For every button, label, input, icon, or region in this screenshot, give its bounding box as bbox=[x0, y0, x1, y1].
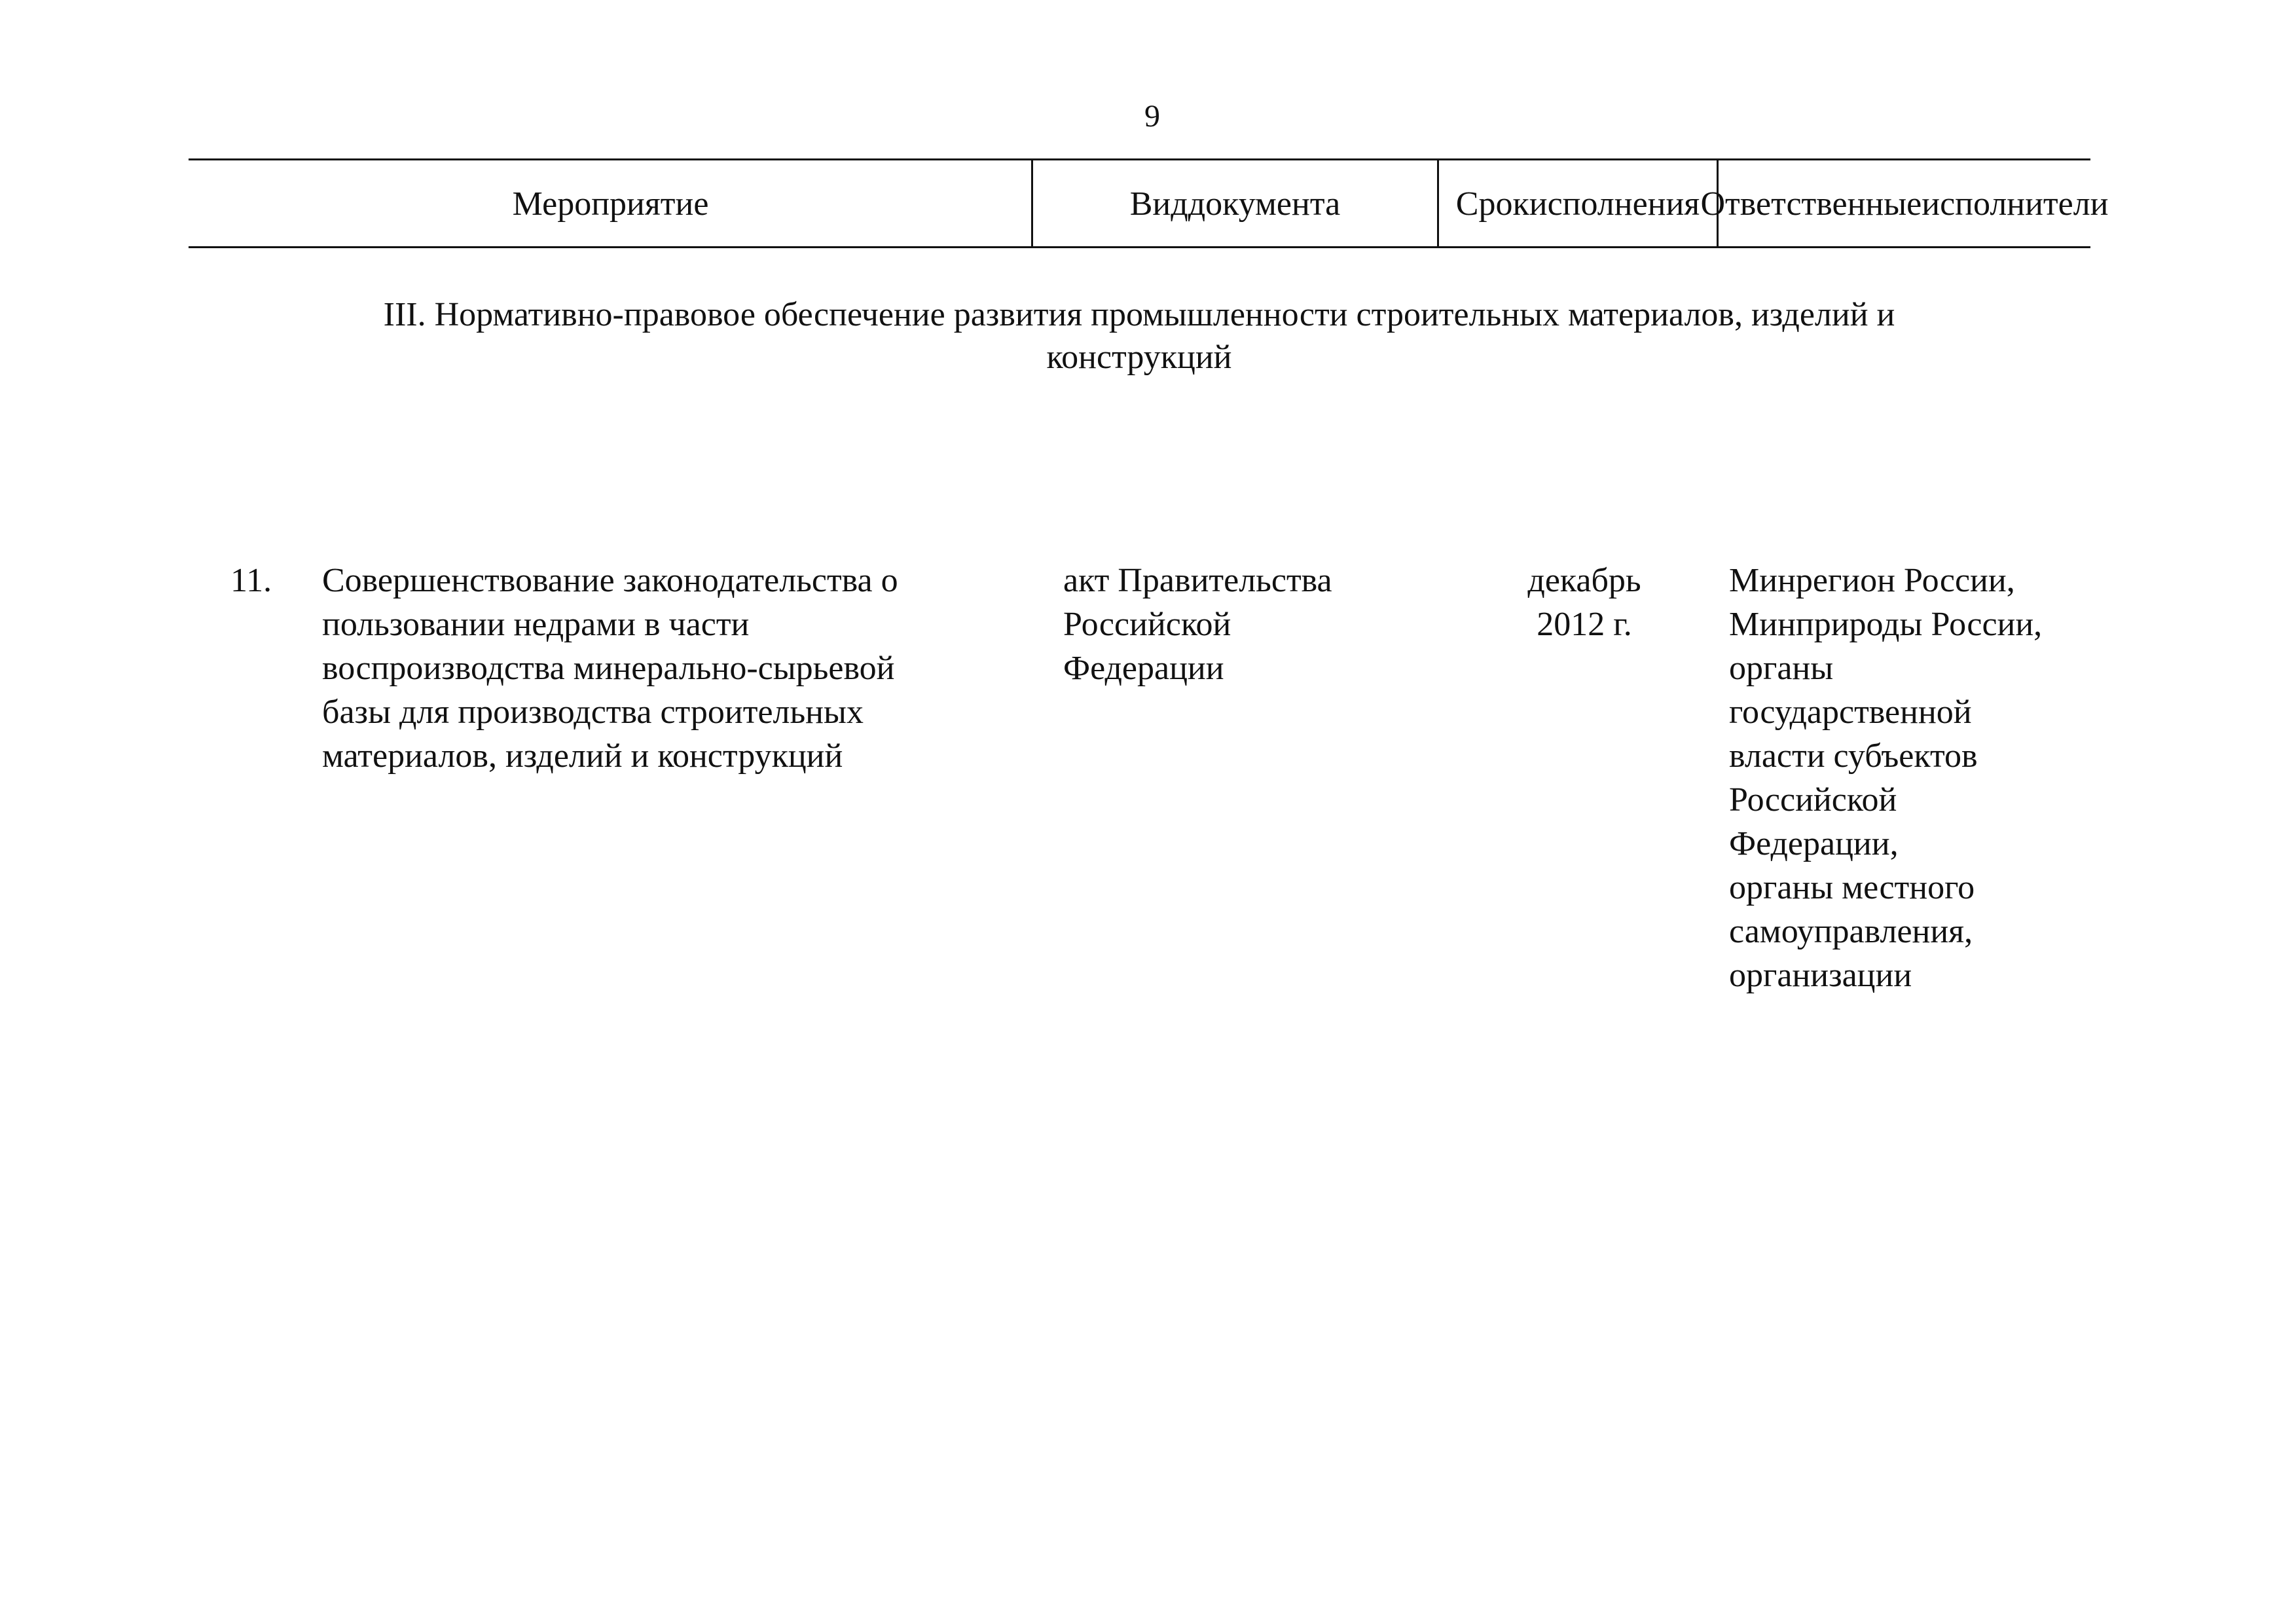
header-deadline: Срок исполнения bbox=[1455, 185, 1700, 223]
section-title: III. Нормативно-правовое обеспечение развития промышленности строительных материалов, изделий и конструкций bbox=[383, 296, 1895, 376]
row-doc-type: акт Правительства Российской Федерации bbox=[1063, 562, 1332, 687]
header-event: Мероприятие bbox=[512, 185, 709, 223]
header-responsible: Ответственные исполнители bbox=[1700, 185, 2109, 223]
page-number: 9 bbox=[1144, 99, 1160, 134]
row-responsible: Минрегион России, Минприроды России, органы государственной власти субъектов Российской Федерации, органы местного самоуправления, организации bbox=[1729, 562, 2043, 994]
row-number: 11. bbox=[230, 562, 272, 599]
row-deadline: декабрь 2012 г. bbox=[1527, 562, 1641, 643]
header-doc-type: Вид документа bbox=[1129, 185, 1341, 223]
row-event: Совершенствование законодательства о пользовании недрами в части воспроизводства минерально-сырьевой базы для производства строительных материалов, изделий и конструкций bbox=[322, 562, 898, 775]
